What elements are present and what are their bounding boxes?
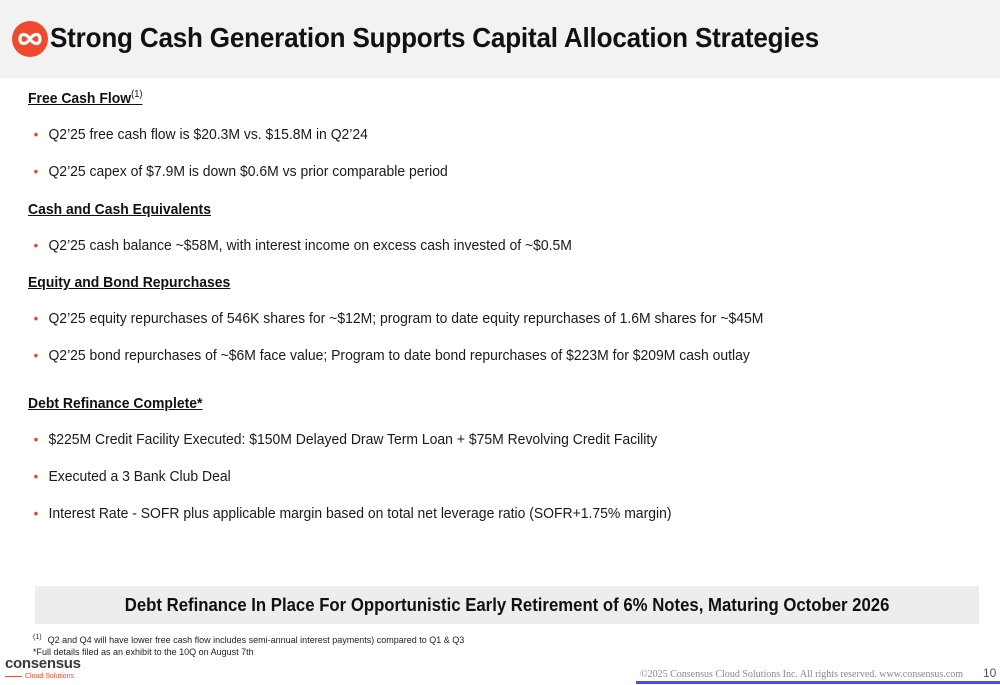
- bullet-dot-icon: •: [33, 237, 39, 253]
- bullet-dot-icon: •: [33, 126, 39, 142]
- bullet-item: • $225M Credit Facility Executed: $150M Delayed Draw Term Loan + $75M Revolving Credit Facility: [33, 431, 658, 448]
- bullet-dot-icon: •: [33, 347, 39, 363]
- bullet-dot-icon: •: [33, 310, 39, 326]
- page-number: 10: [983, 666, 997, 680]
- callout-banner: [35, 586, 979, 624]
- footnote-2: *Full details filed as an exhibit to the 10Q on August 7th: [33, 647, 254, 657]
- bullet-dot-icon: •: [33, 505, 39, 521]
- bullet-dot-icon: •: [33, 163, 39, 179]
- slide-header: [0, 0, 1000, 78]
- brand-subtitle: Cloud Solutions: [5, 672, 81, 681]
- bullet-item: • Executed a 3 Bank Club Deal: [33, 468, 231, 485]
- footnote-1: $^{(1)}$ Q2 and Q4 will have lower free cash flow includes semi-annual interest payments) compared to Q1 & Q3: [33, 634, 465, 645]
- footer-accent-bar: [636, 681, 1000, 684]
- bullet-item: • Q2’25 capex of $7.9M is down $0.6M vs prior comparable period: [33, 163, 448, 180]
- brand-name: consensus: [5, 655, 81, 672]
- callout-text: Debt Refinance In Place For Opportunistic Early Retirement of 6% Notes, Maturing October 2026: [124, 594, 890, 615]
- section-title-free-cash-flow: Free Cash Flow$^{(1)}$: [28, 89, 143, 107]
- bullet-item: • Q2’25 equity repurchases of 546K shares for ~$12M; program to date equity repurchases of 1.6M shares for ~$45M: [33, 310, 764, 327]
- consensus-loop-icon: [12, 21, 48, 57]
- section-title-debt-refinance: Debt Refinance Complete*: [28, 395, 203, 412]
- bullet-dot-icon: •: [33, 431, 39, 447]
- bullet-item: • Interest Rate - SOFR plus applicable margin based on total net leverage ratio (SOFR+1.75% margin): [33, 505, 672, 522]
- section-title-repurchases: Equity and Bond Repurchases: [28, 274, 231, 291]
- footnote-marker: (1): [131, 89, 143, 100]
- section-title-cash-equivalents: Cash and Cash Equivalents: [28, 201, 211, 218]
- copyright-text: ©2025 Consensus Cloud Solutions Inc. All rights reserved. www.consensus.com: [640, 669, 964, 680]
- bullet-dot-icon: •: [33, 468, 39, 484]
- bullet-item: • Q2’25 bond repurchases of ~$6M face value; Program to date bond repurchases of $223M for $209M cash outlay: [33, 347, 750, 364]
- footnotes: [33, 634, 464, 658]
- brand-logo: [5, 656, 81, 681]
- bullet-item: • Q2’25 cash balance ~$58M, with interest income on excess cash invested of ~$0.5M: [33, 237, 572, 254]
- page-title: Strong Cash Generation Supports Capital Allocation Strategies: [50, 22, 820, 53]
- bullet-item: • Q2’25 free cash flow is $20.3M vs. $15.8M in Q2’24: [33, 126, 368, 143]
